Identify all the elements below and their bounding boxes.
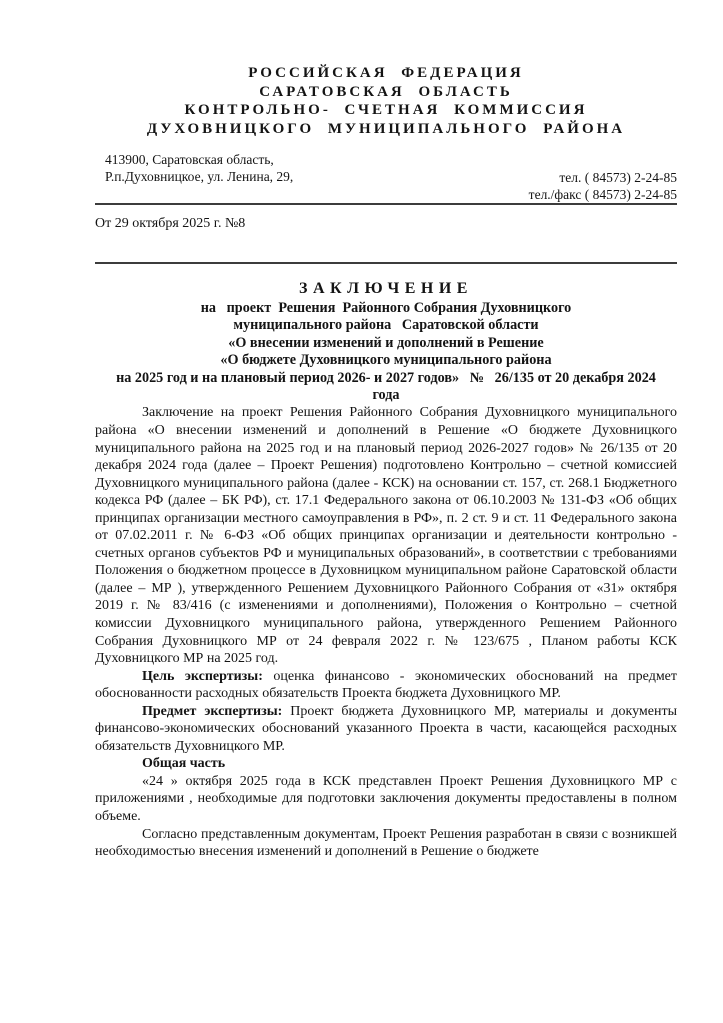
address-line-1: 413900, Саратовская область, [105, 152, 274, 167]
letterhead [95, 64, 677, 138]
document-body [95, 404, 677, 860]
phone-line: тел. ( 84573) 2-24-85 [559, 170, 677, 185]
paragraph-goal [95, 668, 677, 703]
divider-title [95, 262, 677, 264]
subject-label: Предмет экспертизы: [142, 703, 283, 719]
paragraph-final: Согласно представленным документам, Проект Решения разработан в связи с возникшей необходимостью внесения изменений и дополнений в Решение о бюджете [95, 826, 677, 860]
title-block [95, 277, 677, 404]
contact-block [95, 151, 677, 203]
phone-fax-line: тел./факс ( 84573) 2-24-85 [528, 187, 677, 202]
letterhead-region: САРАТОВСКАЯ ОБЛАСТЬ [259, 83, 513, 100]
goal-label: Цель экспертизы: [142, 668, 263, 684]
doc-title: ЗАКЛЮЧЕНИЕ [299, 280, 473, 297]
letterhead-district: ДУХОВНИЦКОГО МУНИЦИПАЛЬНОГО РАЙОНА [146, 120, 626, 137]
doc-subtitle-line-3: «О внесении изменений и дополнений в Решение [228, 334, 544, 351]
paragraph-general: «24 » октября 2025 года в КСК представлен Проект Решения Духовницкого МР с приложениями , необходимые для подготовки заключения документы предоставлены в полном объеме. [95, 773, 677, 825]
doc-subtitle-line-5: на 2025 год и на плановый период 2026- и 2027 годов» № 26/135 от 20 декабря 2024 [116, 369, 656, 386]
doc-subtitle-line-1: на проект Решения Районного Собрания Духовницкого [200, 300, 572, 316]
divider-top [95, 203, 677, 205]
letterhead-organization: КОНТРОЛЬНО- СЧЕТНАЯ КОММИССИЯ [184, 102, 588, 118]
doc-subtitle-line-2: муниципального района Саратовской области [233, 317, 539, 334]
letterhead-country: РОССИЙСКАЯ ФЕДЕРАЦИЯ [248, 65, 524, 81]
doc-subtitle-line-4: «О бюджете Духовницкого муниципального района [220, 352, 552, 369]
subject-text: Проект бюджета Духовницкого МР, материалы и документы финансово-экономических обоснований указанного Проекта в части, касающейся расходных обязательств Духовницкого МР. [95, 703, 677, 754]
paragraph-legal-basis: Заключение на проект Решения Районного Собрания Духовницкого муниципального района «О внесении изменений и дополнений в Решение «О бюджете Духовницкого муниципального района на 2025 год и на плановый период 2026-2027 годов» № 26/135 от 20 декабря 2024 года (далее – Проект Решения) подготовлено Контрольно – счетной комиссией Духовницкого муниципального района (далее - КСК) на основании ст. 157, ст. 268.1 Бюджетного кодекса РФ (далее – БК РФ), ст. 17.1 Федерального закона от 06.10.2003 № 131-ФЗ «Об общих принципах организации местного самоуправления в РФ», п. 2 ст. 9 и ст. 11 Федерального закона от 07.02.2011 г. № 6-ФЗ «Об общих принципах организации и деятельности контрольно - счетных органов субъектов РФ и муниципальных образований», в соответствии с требованиями Положения о бюджетном процессе в Духовницком муниципальном районе Саратовской области (далее – МР ), утвержденного Решением Духовницкого Районного Собрания от «31» октября 2019 г. № 83/416 (с изменениями и дополнениями), Положения о Контрольно – счетной комиссии Духовницкого муниципального района, утвержденного Решением Районного Собрания Духовницкого МР от 24 февраля 2022 г. № 123/675 , Планом работы КСК Духовницкого МР на 2025 год. [95, 405, 677, 667]
paragraph-subject [95, 703, 677, 756]
goal-text: оценка финансово - экономических обоснований на предмет обоснованности расходных обязательств Проекта бюджета Духовницкого МР. [95, 668, 678, 702]
doc-subtitle-line-6: года [372, 387, 400, 404]
address-line-2: Р.п.Духовницкое, ул. Ленина, 29, [105, 169, 294, 184]
phone-block [529, 169, 677, 203]
general-section-heading: Общая часть [142, 756, 226, 772]
address-block [105, 151, 293, 185]
doc-date-number: От 29 октября 2025 г. №8 [95, 216, 246, 231]
